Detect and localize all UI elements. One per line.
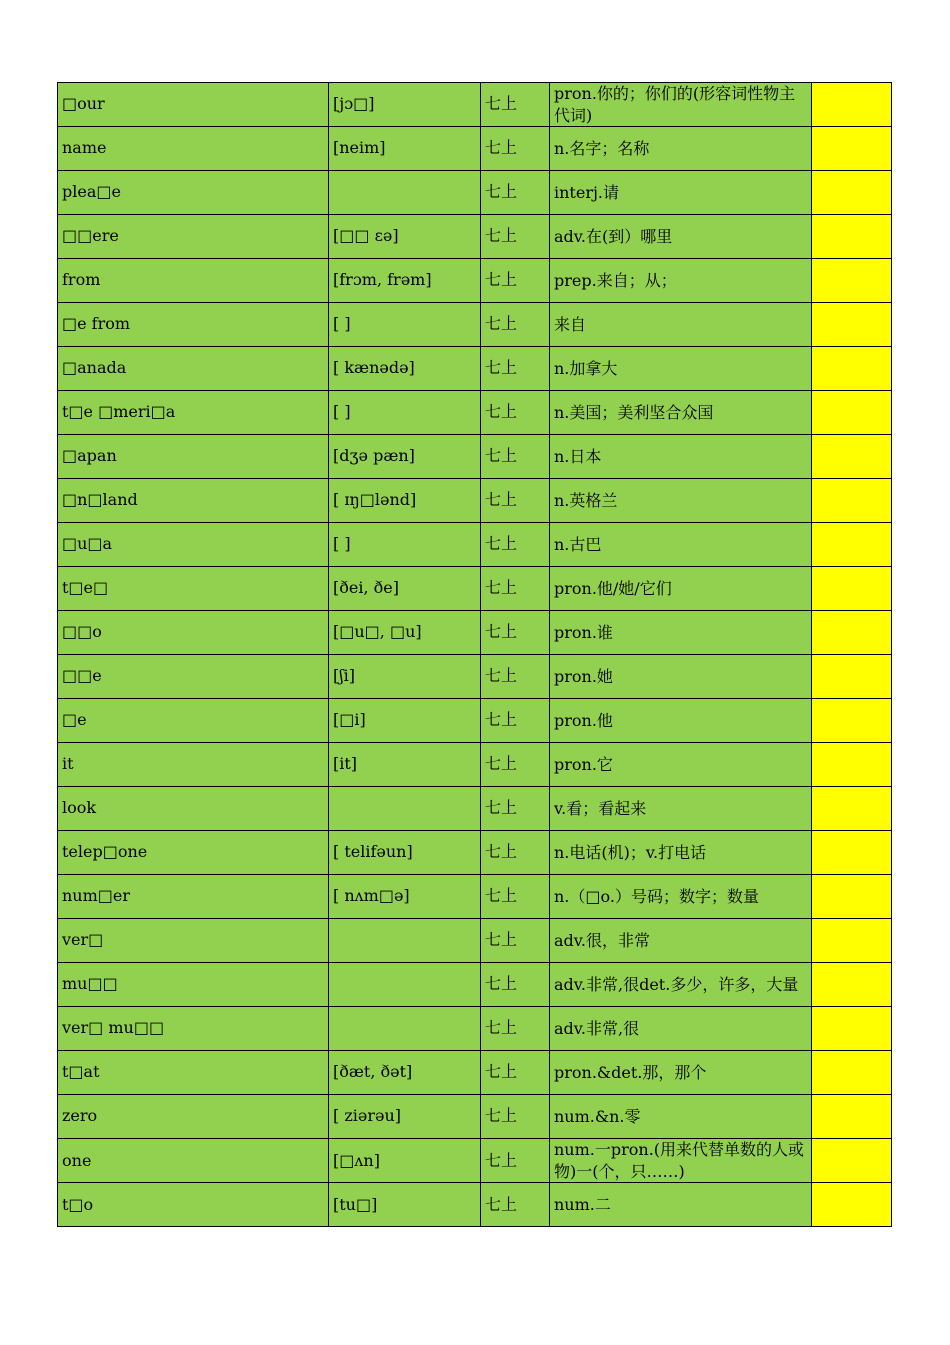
table-row bbox=[58, 655, 892, 699]
definition-cell: adv.在(到）哪里 bbox=[550, 215, 812, 259]
table-row bbox=[58, 435, 892, 479]
unit-cell: 七上 bbox=[481, 523, 550, 567]
unit-cell: 七上 bbox=[481, 611, 550, 655]
table-row bbox=[58, 83, 892, 127]
definition-cell: interj.请 bbox=[550, 171, 812, 215]
table-row bbox=[58, 303, 892, 347]
highlight-cell bbox=[812, 347, 892, 391]
table-row bbox=[58, 479, 892, 523]
unit-cell: 七上 bbox=[481, 215, 550, 259]
highlight-cell bbox=[812, 1095, 892, 1139]
phonetic-cell: [tu□] bbox=[329, 1183, 481, 1227]
phonetic-cell: [□u□, □u] bbox=[329, 611, 481, 655]
word-cell: t□at bbox=[58, 1051, 329, 1095]
phonetic-cell: [ ziərəu] bbox=[329, 1095, 481, 1139]
word-cell: one bbox=[58, 1139, 329, 1183]
table-row bbox=[58, 523, 892, 567]
word-cell: □u□a bbox=[58, 523, 329, 567]
table-row bbox=[58, 347, 892, 391]
highlight-cell bbox=[812, 303, 892, 347]
definition-cell: 来自 bbox=[550, 303, 812, 347]
unit-cell: 七上 bbox=[481, 1051, 550, 1095]
phonetic-cell: [dʒə pæn] bbox=[329, 435, 481, 479]
word-cell: it bbox=[58, 743, 329, 787]
definition-cell: num.一pron.(用来代替单数的人或物)一(个，只……) bbox=[550, 1139, 812, 1183]
table-row bbox=[58, 127, 892, 171]
phonetic-cell: [it] bbox=[329, 743, 481, 787]
definition-cell: adv.很，非常 bbox=[550, 919, 812, 963]
word-cell: mu□□ bbox=[58, 963, 329, 1007]
word-cell: telep□one bbox=[58, 831, 329, 875]
phonetic-cell: [□□ ɛə] bbox=[329, 215, 481, 259]
phonetic-cell: [ðæt, ðət] bbox=[329, 1051, 481, 1095]
unit-cell: 七上 bbox=[481, 655, 550, 699]
table-row bbox=[58, 787, 892, 831]
highlight-cell bbox=[812, 1183, 892, 1227]
unit-cell: 七上 bbox=[481, 127, 550, 171]
definition-cell: v.看；看起来 bbox=[550, 787, 812, 831]
phonetic-cell: [ ] bbox=[329, 523, 481, 567]
highlight-cell bbox=[812, 215, 892, 259]
definition-cell: n.美国；美利坚合众国 bbox=[550, 391, 812, 435]
highlight-cell bbox=[812, 655, 892, 699]
highlight-cell bbox=[812, 567, 892, 611]
word-cell: num□er bbox=[58, 875, 329, 919]
table-row bbox=[58, 963, 892, 1007]
phonetic-cell: [ ] bbox=[329, 303, 481, 347]
word-cell: ver□ mu□□ bbox=[58, 1007, 329, 1051]
unit-cell: 七上 bbox=[481, 391, 550, 435]
highlight-cell bbox=[812, 127, 892, 171]
phonetic-cell: [frɔm, frəm] bbox=[329, 259, 481, 303]
table-row bbox=[58, 391, 892, 435]
word-cell: zero bbox=[58, 1095, 329, 1139]
vocabulary-table-body bbox=[58, 83, 892, 1227]
word-cell: □e from bbox=[58, 303, 329, 347]
phonetic-cell bbox=[329, 1007, 481, 1051]
highlight-cell bbox=[812, 1051, 892, 1095]
highlight-cell bbox=[812, 259, 892, 303]
definition-cell: prep.来自；从； bbox=[550, 259, 812, 303]
table-row bbox=[58, 1139, 892, 1183]
phonetic-cell: [ kænədə] bbox=[329, 347, 481, 391]
highlight-cell bbox=[812, 743, 892, 787]
table-row bbox=[58, 919, 892, 963]
word-cell: from bbox=[58, 259, 329, 303]
unit-cell: 七上 bbox=[481, 1007, 550, 1051]
vocabulary-table bbox=[57, 82, 892, 1227]
definition-cell: adv.非常,很 bbox=[550, 1007, 812, 1051]
definition-cell: adv.非常,很det.多少，许多，大量 bbox=[550, 963, 812, 1007]
phonetic-cell: [ ] bbox=[329, 391, 481, 435]
table-row bbox=[58, 831, 892, 875]
highlight-cell bbox=[812, 83, 892, 127]
phonetic-cell: [□i] bbox=[329, 699, 481, 743]
definition-cell: n.电话(机)；v.打电话 bbox=[550, 831, 812, 875]
unit-cell: 七上 bbox=[481, 919, 550, 963]
definition-cell: n.日本 bbox=[550, 435, 812, 479]
phonetic-cell bbox=[329, 171, 481, 215]
table-row bbox=[58, 171, 892, 215]
definition-cell: n.名字；名称 bbox=[550, 127, 812, 171]
table-row bbox=[58, 611, 892, 655]
unit-cell: 七上 bbox=[481, 83, 550, 127]
word-cell: □□o bbox=[58, 611, 329, 655]
word-cell: name bbox=[58, 127, 329, 171]
definition-cell: num.二 bbox=[550, 1183, 812, 1227]
definition-cell: n.加拿大 bbox=[550, 347, 812, 391]
phonetic-cell: [ʃi] bbox=[329, 655, 481, 699]
phonetic-cell bbox=[329, 963, 481, 1007]
unit-cell: 七上 bbox=[481, 171, 550, 215]
word-cell: t□o bbox=[58, 1183, 329, 1227]
highlight-cell bbox=[812, 611, 892, 655]
phonetic-cell bbox=[329, 919, 481, 963]
highlight-cell bbox=[812, 963, 892, 1007]
phonetic-cell: [ telifəun] bbox=[329, 831, 481, 875]
highlight-cell bbox=[812, 479, 892, 523]
word-cell: look bbox=[58, 787, 329, 831]
unit-cell: 七上 bbox=[481, 743, 550, 787]
unit-cell: 七上 bbox=[481, 567, 550, 611]
word-cell: □□e bbox=[58, 655, 329, 699]
definition-cell: pron.谁 bbox=[550, 611, 812, 655]
phonetic-cell: [□ʌn] bbox=[329, 1139, 481, 1183]
unit-cell: 七上 bbox=[481, 259, 550, 303]
definition-cell: pron.你的；你们的(形容词性物主代词) bbox=[550, 83, 812, 127]
definition-cell: n.（□o.）号码；数字；数量 bbox=[550, 875, 812, 919]
highlight-cell bbox=[812, 787, 892, 831]
unit-cell: 七上 bbox=[481, 831, 550, 875]
highlight-cell bbox=[812, 435, 892, 479]
unit-cell: 七上 bbox=[481, 875, 550, 919]
highlight-cell bbox=[812, 699, 892, 743]
unit-cell: 七上 bbox=[481, 1183, 550, 1227]
phonetic-cell: [ ɪŋ□lənd] bbox=[329, 479, 481, 523]
table-row bbox=[58, 875, 892, 919]
definition-cell: n.古巴 bbox=[550, 523, 812, 567]
word-cell: □anada bbox=[58, 347, 329, 391]
unit-cell: 七上 bbox=[481, 699, 550, 743]
table-row bbox=[58, 1095, 892, 1139]
word-cell: t□e□ bbox=[58, 567, 329, 611]
unit-cell: 七上 bbox=[481, 435, 550, 479]
word-cell: □e bbox=[58, 699, 329, 743]
unit-cell: 七上 bbox=[481, 1139, 550, 1183]
unit-cell: 七上 bbox=[481, 787, 550, 831]
word-cell: □apan bbox=[58, 435, 329, 479]
word-cell: plea□e bbox=[58, 171, 329, 215]
highlight-cell bbox=[812, 1139, 892, 1183]
table-row bbox=[58, 259, 892, 303]
word-cell: t□e □meri□a bbox=[58, 391, 329, 435]
phonetic-cell bbox=[329, 787, 481, 831]
table-row bbox=[58, 567, 892, 611]
unit-cell: 七上 bbox=[481, 963, 550, 1007]
word-cell: □□ere bbox=[58, 215, 329, 259]
definition-cell: num.&n.零 bbox=[550, 1095, 812, 1139]
definition-cell: pron.他 bbox=[550, 699, 812, 743]
table-row bbox=[58, 1183, 892, 1227]
highlight-cell bbox=[812, 171, 892, 215]
table-row bbox=[58, 1051, 892, 1095]
highlight-cell bbox=[812, 831, 892, 875]
unit-cell: 七上 bbox=[481, 303, 550, 347]
table-row bbox=[58, 215, 892, 259]
highlight-cell bbox=[812, 1007, 892, 1051]
unit-cell: 七上 bbox=[481, 347, 550, 391]
highlight-cell bbox=[812, 391, 892, 435]
definition-cell: pron.&det.那，那个 bbox=[550, 1051, 812, 1095]
highlight-cell bbox=[812, 875, 892, 919]
word-cell: □n□land bbox=[58, 479, 329, 523]
word-cell: □our bbox=[58, 83, 329, 127]
highlight-cell bbox=[812, 523, 892, 567]
definition-cell: n.英格兰 bbox=[550, 479, 812, 523]
word-cell: ver□ bbox=[58, 919, 329, 963]
table-row bbox=[58, 1007, 892, 1051]
phonetic-cell: [ðei, ðe] bbox=[329, 567, 481, 611]
phonetic-cell: [jɔ□] bbox=[329, 83, 481, 127]
highlight-cell bbox=[812, 919, 892, 963]
unit-cell: 七上 bbox=[481, 479, 550, 523]
unit-cell: 七上 bbox=[481, 1095, 550, 1139]
definition-cell: pron.它 bbox=[550, 743, 812, 787]
table-row bbox=[58, 743, 892, 787]
definition-cell: pron.她 bbox=[550, 655, 812, 699]
phonetic-cell: [neim] bbox=[329, 127, 481, 171]
table-row bbox=[58, 699, 892, 743]
phonetic-cell: [ nʌm□ə] bbox=[329, 875, 481, 919]
definition-cell: pron.他/她/它们 bbox=[550, 567, 812, 611]
